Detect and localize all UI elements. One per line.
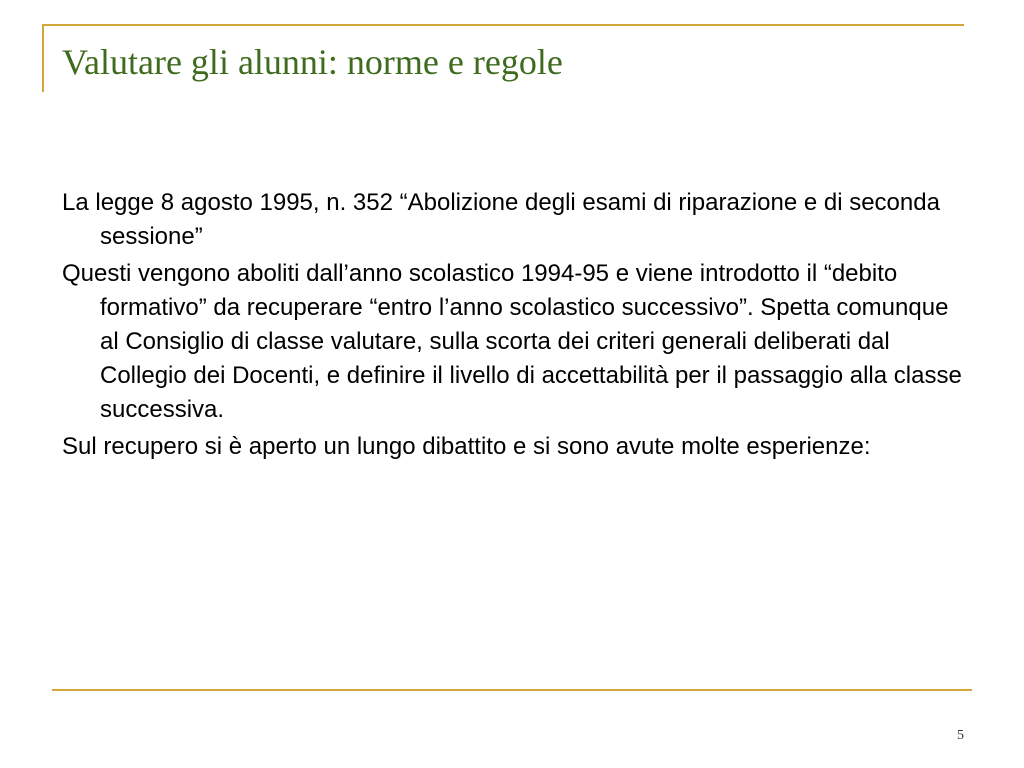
footer-rule (52, 689, 972, 691)
page-number: 5 (957, 728, 964, 743)
title-frame-top-rule (42, 24, 964, 26)
paragraph-debito-formativo: Questi vengono aboliti dall’anno scolastico 1994-95 e viene introdotto il “debito formativo” da recuperare “entro l’anno scolastico successivo”. Spetta comunque al Consiglio di classe valutare, sulla scorta dei criteri generali deliberati dal Collegio dei Docenti, e definire il livello di accettabilità per il passaggio alla classe successiva. (62, 260, 962, 423)
slide-body (62, 186, 972, 467)
paragraph-recupero-dibattito: Sul recupero si è aperto un lungo dibattito e si sono avute molte esperienze: (62, 433, 871, 460)
paragraph-law-reference: La legge 8 agosto 1995, n. 352 “Abolizione degli esami di riparazione e di seconda sessione” (62, 189, 940, 250)
slide-title: Valutare gli alunni: norme e regole (62, 42, 563, 82)
title-frame-left-rule (42, 26, 44, 92)
